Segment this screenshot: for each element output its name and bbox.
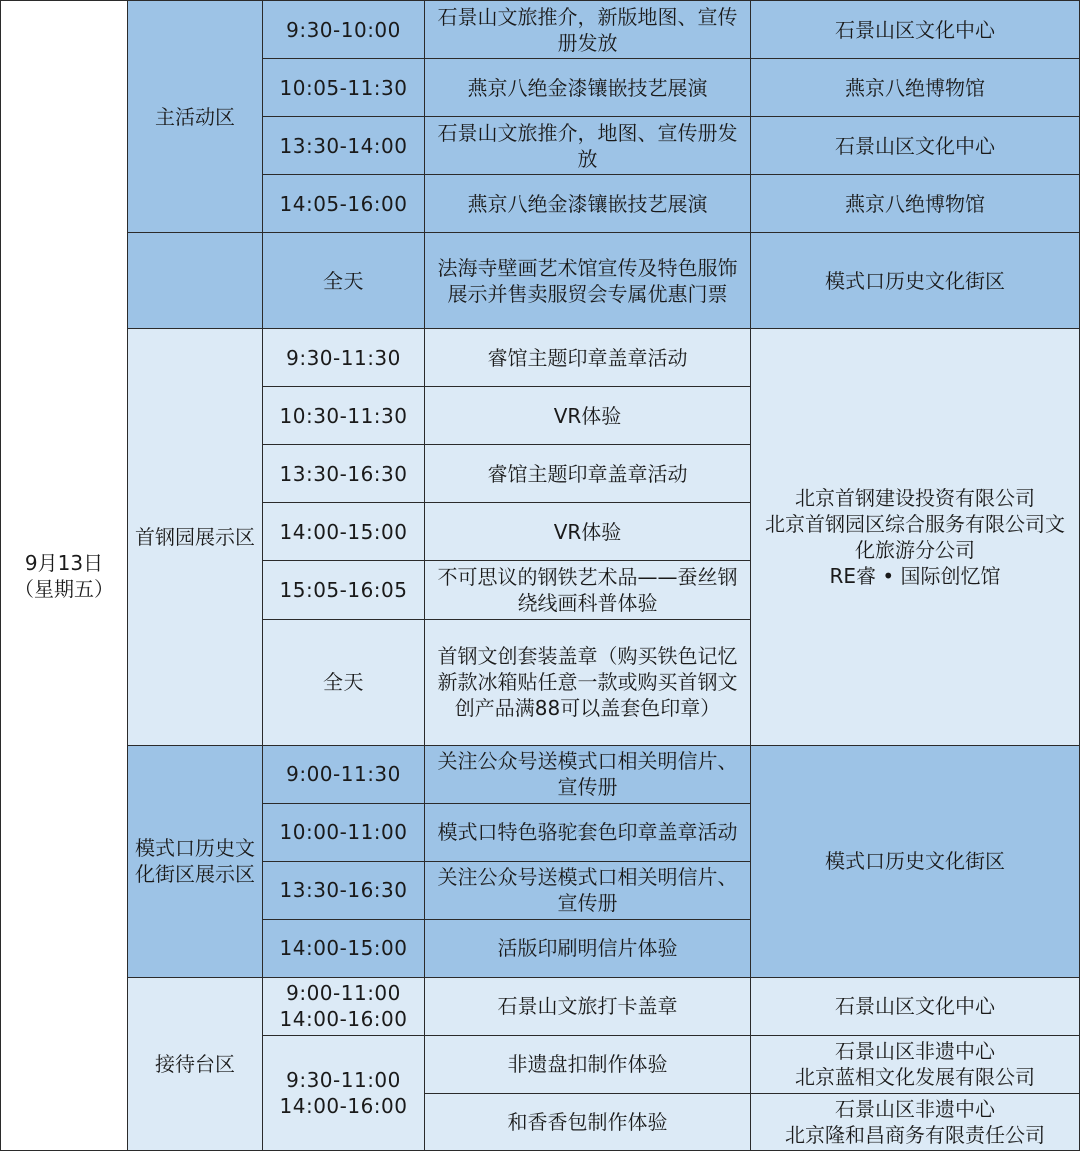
activity-cell: 活版印刷明信片体验 xyxy=(425,919,751,977)
zone-shougang: 首钢园展示区 xyxy=(128,329,263,745)
time-cell: 全天 xyxy=(263,619,425,745)
time-cell: 9:00-11:00 14:00-16:00 xyxy=(263,977,425,1035)
zone-reception: 接待台区 xyxy=(128,977,263,1150)
time-cell: 全天 xyxy=(263,233,425,329)
table-row xyxy=(1,329,1080,387)
time-cell: 10:05-11:30 xyxy=(263,59,425,117)
time-cell: 15:05-16:05 xyxy=(263,561,425,619)
weekday-label: （星期五） xyxy=(14,576,114,601)
activity-cell: 睿馆主题印章盖章活动 xyxy=(425,329,751,387)
activity-cell: 石景山文旅推介，地图、宣传册发 放 xyxy=(425,117,751,175)
activity-cell: 首钢文创套装盖章（购买铁色记忆 新款冰箱贴任意一款或购买首钢文 创产品满88可以盖套色印章） xyxy=(425,619,751,745)
table-row xyxy=(1,977,1080,1035)
table-row xyxy=(1,1,1080,59)
organizer-cell-moshikou: 模式口历史文化街区 xyxy=(751,745,1080,977)
zone-blank xyxy=(128,233,263,329)
zone-moshikou: 模式口历史文 化街区展示区 xyxy=(128,745,263,977)
time-cell: 9:30-11:00 14:00-16:00 xyxy=(263,1035,425,1150)
activity-cell: 法海寺壁画艺术馆宣传及特色服饰 展示并售卖服贸会专属优惠门票 xyxy=(425,233,751,329)
activity-cell: 燕京八绝金漆镶嵌技艺展演 xyxy=(425,59,751,117)
organizer-cell: 燕京八绝博物馆 xyxy=(751,175,1080,233)
time-cell: 10:30-11:30 xyxy=(263,387,425,445)
zone-main: 主活动区 xyxy=(128,1,263,233)
time-cell: 9:30-11:30 xyxy=(263,329,425,387)
organizer-cell: 石景山区文化中心 xyxy=(751,977,1080,1035)
organizer-cell: 石景山区文化中心 xyxy=(751,117,1080,175)
time-cell: 13:30-14:00 xyxy=(263,117,425,175)
activity-cell: 不可思议的钢铁艺术品——蚕丝钢 绕线画科普体验 xyxy=(425,561,751,619)
activity-cell: 石景山文旅打卡盖章 xyxy=(425,977,751,1035)
time-cell: 13:30-16:30 xyxy=(263,861,425,919)
table-row xyxy=(1,745,1080,803)
activity-cell: 和香香包制作体验 xyxy=(425,1093,751,1150)
organizer-cell: 燕京八绝博物馆 xyxy=(751,59,1080,117)
time-cell: 10:00-11:00 xyxy=(263,803,425,861)
activity-cell: 非遗盘扣制作体验 xyxy=(425,1035,751,1093)
date-label: 9月13日 xyxy=(24,550,104,575)
time-cell: 9:00-11:30 xyxy=(263,745,425,803)
activity-cell: VR体验 xyxy=(425,387,751,445)
date-cell xyxy=(1,1,128,1151)
organizer-cell: 石景山区文化中心 xyxy=(751,1,1080,59)
activity-cell: 石景山文旅推介，新版地图、宣传 册发放 xyxy=(425,1,751,59)
activity-cell: 关注公众号送模式口相关明信片、 宣传册 xyxy=(425,745,751,803)
table-row xyxy=(1,233,1080,329)
organizer-cell: 石景山区非遗中心 北京隆和昌商务有限责任公司 xyxy=(751,1093,1080,1150)
activity-cell: VR体验 xyxy=(425,503,751,561)
activity-cell: 关注公众号送模式口相关明信片、 宣传册 xyxy=(425,861,751,919)
organizer-cell: 石景山区非遗中心 北京蓝相文化发展有限公司 xyxy=(751,1035,1080,1093)
activity-cell: 模式口特色骆驼套色印章盖章活动 xyxy=(425,803,751,861)
time-cell: 9:30-10:00 xyxy=(263,1,425,59)
organizer-cell: 模式口历史文化街区 xyxy=(751,233,1080,329)
activity-cell: 燕京八绝金漆镶嵌技艺展演 xyxy=(425,175,751,233)
organizer-cell-shougang: 北京首钢建设投资有限公司 北京首钢园区综合服务有限公司文 化旅游分公司 RE睿 • 国际创忆馆 xyxy=(751,329,1080,745)
activity-cell: 睿馆主题印章盖章活动 xyxy=(425,445,751,503)
time-cell: 13:30-16:30 xyxy=(263,445,425,503)
time-cell: 14:05-16:00 xyxy=(263,175,425,233)
time-cell: 14:00-15:00 xyxy=(263,503,425,561)
time-cell: 14:00-15:00 xyxy=(263,919,425,977)
